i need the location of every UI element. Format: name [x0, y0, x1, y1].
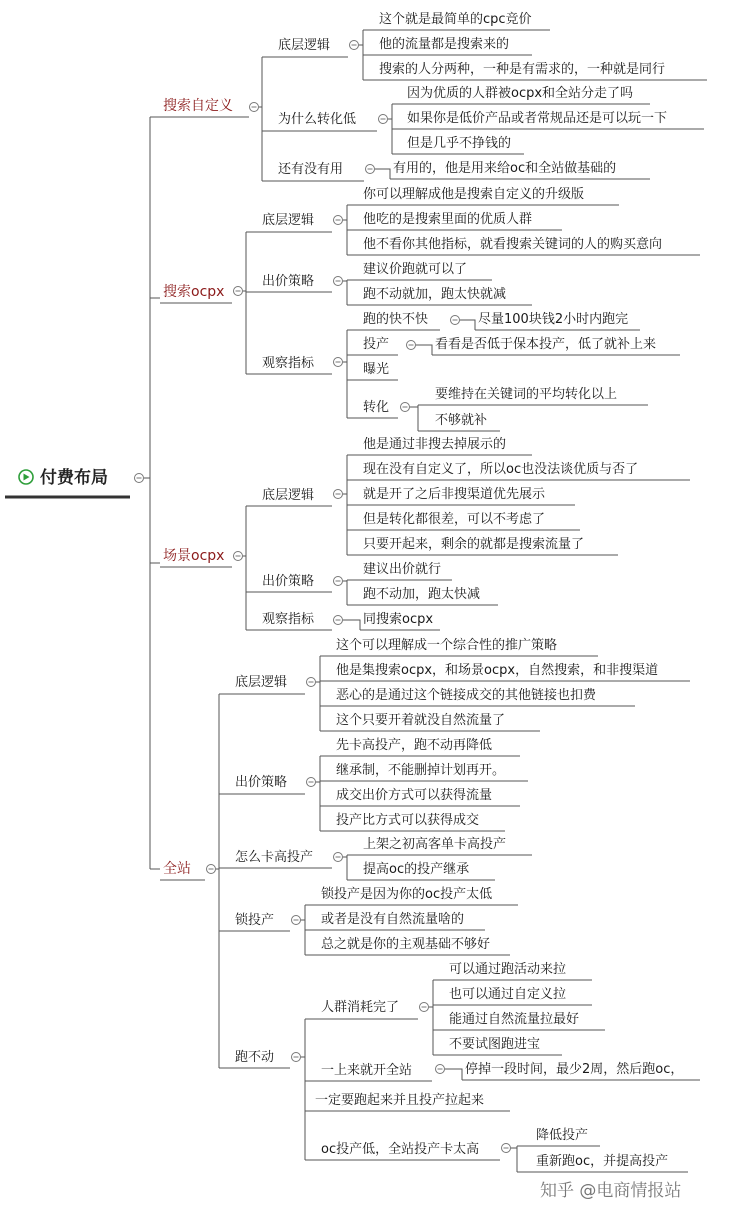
leaf-text: 停掉一段时间，最少2周，然后跑oc，	[465, 1062, 684, 1077]
leaf-text: 但是转化都很差，可以不考虑了	[363, 512, 546, 527]
collapse-icon[interactable]	[307, 678, 316, 687]
leaf-text: 不要试图跑进宝	[449, 1037, 541, 1052]
node-title[interactable]: 观察指标	[262, 612, 315, 627]
leaf-text: 这个可以理解成一个综合性的推广策略	[336, 638, 558, 653]
collapse-icon[interactable]	[334, 216, 343, 225]
collapse-icon[interactable]	[334, 358, 343, 367]
leaf-text: 重新跑oc，并提高投产	[536, 1154, 669, 1169]
leaf-text[interactable]: 转化	[363, 400, 390, 415]
node-title[interactable]: 出价策略	[235, 775, 288, 790]
collapse-icon[interactable]	[334, 490, 343, 499]
branch-title: 全站	[163, 861, 191, 877]
leaf-text: 因为优质的人群被ocpx和全站分走了吗	[407, 86, 634, 101]
leaf-text: 投产比方式可以获得成交	[336, 813, 480, 828]
leaf-text: 建议出价就行	[363, 562, 442, 577]
leaf-text: 上架之初高客单卡高投产	[363, 837, 507, 852]
node-title[interactable]: 人群消耗完了	[321, 1000, 400, 1015]
leaf-text: 就是开了之后非搜渠道优先展示	[363, 487, 546, 502]
collapse-icon[interactable]	[366, 165, 375, 174]
collapse-icon[interactable]	[502, 1144, 511, 1153]
node-title[interactable]: 怎么卡高投产	[235, 850, 314, 865]
leaf-text: 同搜索ocpx	[363, 612, 434, 627]
node-title[interactable]: 观察指标	[262, 356, 315, 371]
watermark: 知乎 @电商情报站	[540, 1181, 682, 1201]
node-title[interactable]: 底层逻辑	[235, 675, 288, 690]
leaf-text: 他的流量都是搜索来的	[379, 37, 510, 52]
node-title[interactable]: 一上来就开全站	[321, 1063, 413, 1078]
leaf-text: 你可以理解成他是搜索自定义的升级版	[363, 187, 585, 202]
leaf-text: 继承制，不能删掉计划再开。	[336, 763, 506, 778]
leaf-text: 先卡高投产，跑不动再降低	[336, 738, 493, 753]
branch-search-ocpx-collapse-icon[interactable]	[234, 287, 243, 296]
branch-title: 搜索ocpx	[163, 284, 225, 300]
node-title[interactable]: 为什么转化低	[278, 112, 357, 127]
collapse-icon[interactable]	[451, 316, 460, 325]
collapse-icon[interactable]	[379, 115, 388, 124]
leaf-text: 他不看你其他指标，就看搜索关键词的人的购买意向	[363, 237, 663, 252]
leaf-text: 只要开起来，剩余的就都是搜索流量了	[363, 537, 585, 552]
node-title[interactable]: 还有没有用	[278, 162, 344, 177]
branch-scene-ocpx-collapse-icon[interactable]	[234, 552, 243, 561]
leaf-text: 降低投产	[536, 1128, 589, 1143]
leaf-text: 锁投产是因为你的oc投产太低	[321, 887, 493, 902]
node-title[interactable]: 出价策略	[262, 274, 315, 289]
collapse-icon[interactable]	[307, 778, 316, 787]
leaf-text: 尽量100块钱2小时内跑完	[478, 312, 629, 327]
root-connector	[144, 117, 150, 869]
leaf-text: 或者是没有自然流量啥的	[321, 912, 465, 927]
leaf-text: 跑不动加，跑太快减	[363, 587, 481, 602]
collapse-icon[interactable]	[292, 916, 301, 925]
leaf-text: 提高oc的投产继承	[363, 862, 470, 877]
collapse-icon[interactable]	[436, 1065, 445, 1074]
leaf-text: 这个就是最简单的cpc竞价	[379, 12, 532, 27]
branch-full-site-collapse-icon[interactable]	[207, 865, 216, 874]
branch-title: 搜索自定义	[163, 98, 233, 114]
branch-scene-ocpx[interactable]	[160, 547, 232, 567]
node-title[interactable]: 底层逻辑	[262, 213, 315, 228]
leaf-text: 看看是否低于保本投产，低了就补上来	[435, 337, 657, 352]
leaf-text: 他是集搜索ocpx，和场景ocpx，自然搜索，和非搜渠道	[336, 663, 659, 678]
search-custom-connector	[259, 57, 275, 181]
leaf-text: 能通过自然流量拉最好	[449, 1012, 580, 1027]
collapse-icon[interactable]	[334, 616, 343, 625]
root-collapse-icon[interactable]	[135, 474, 144, 483]
leaf-text: 也可以通过自定义拉	[449, 987, 567, 1002]
branch-search-custom[interactable]	[160, 97, 249, 117]
leaf-text: 建议价跑就可以了	[363, 262, 468, 277]
leaf-text[interactable]: 投产	[363, 337, 390, 352]
collapse-icon[interactable]	[401, 403, 410, 412]
leaf-text: 恶心的是通过这个链接成交的其他链接也扣费	[336, 688, 597, 703]
leaf-text: 搜索的人分两种，一种是有需求的，一种就是同行	[379, 62, 666, 77]
branch-full-site[interactable]	[160, 860, 205, 880]
leaf-text: 他是通过非搜去掉展示的	[363, 437, 507, 452]
node-title[interactable]: oc投产低，全站投产卡太高	[321, 1142, 480, 1157]
leaf-text: 跑不动就加，跑太快就减	[363, 287, 507, 302]
branch-title: 场景ocpx	[163, 548, 225, 564]
node-title[interactable]: 一定要跑起来并且投产拉起来	[315, 1093, 485, 1108]
leaf-text: 曝光	[363, 362, 390, 377]
leaf-text: 不够就补	[435, 413, 488, 428]
leaf-text: 总之就是你的主观基础不够好	[321, 937, 491, 952]
leaf-text: 有用的，他是用来给oc和全站做基础的	[393, 161, 617, 176]
collapse-icon[interactable]	[350, 41, 359, 50]
collapse-icon[interactable]	[292, 1053, 301, 1062]
collapse-icon[interactable]	[334, 853, 343, 862]
node-title[interactable]: 底层逻辑	[262, 488, 315, 503]
collapse-icon[interactable]	[334, 277, 343, 286]
node-title[interactable]: 出价策略	[262, 574, 315, 589]
root-title: 付费布局	[40, 468, 108, 488]
collapse-icon[interactable]	[407, 341, 416, 350]
collapse-icon[interactable]	[334, 577, 343, 586]
node-title[interactable]: 跑不动	[235, 1050, 275, 1065]
leaf-text: 他吃的是搜索里面的优质人群	[363, 212, 533, 227]
root-branches	[150, 117, 160, 869]
leaf-text: 但是几乎不挣钱的	[407, 136, 512, 151]
leaf-text: 如果你是低价产品或者常规品还是可以玩一下	[407, 111, 668, 126]
leaf-text: 现在没有自定义了，所以oc也没法谈优质与否了	[363, 462, 639, 477]
branch-search-custom-collapse-icon[interactable]	[250, 103, 259, 112]
branch-search-ocpx[interactable]	[160, 283, 232, 303]
leaf-text: 要维持在关键词的平均转化以上	[435, 387, 618, 402]
node-title[interactable]: 锁投产	[235, 913, 275, 928]
root-node[interactable]	[5, 467, 130, 497]
leaf-text: 成交出价方式可以获得流量	[336, 788, 493, 803]
node-title[interactable]: 底层逻辑	[278, 38, 331, 53]
leaf-text[interactable]: 跑的快不快	[363, 312, 429, 327]
collapse-icon[interactable]	[420, 1003, 429, 1012]
leaf-text: 可以通过跑活动来拉	[449, 962, 567, 977]
leaf-text: 这个只要开着就没自然流量了	[336, 713, 506, 728]
